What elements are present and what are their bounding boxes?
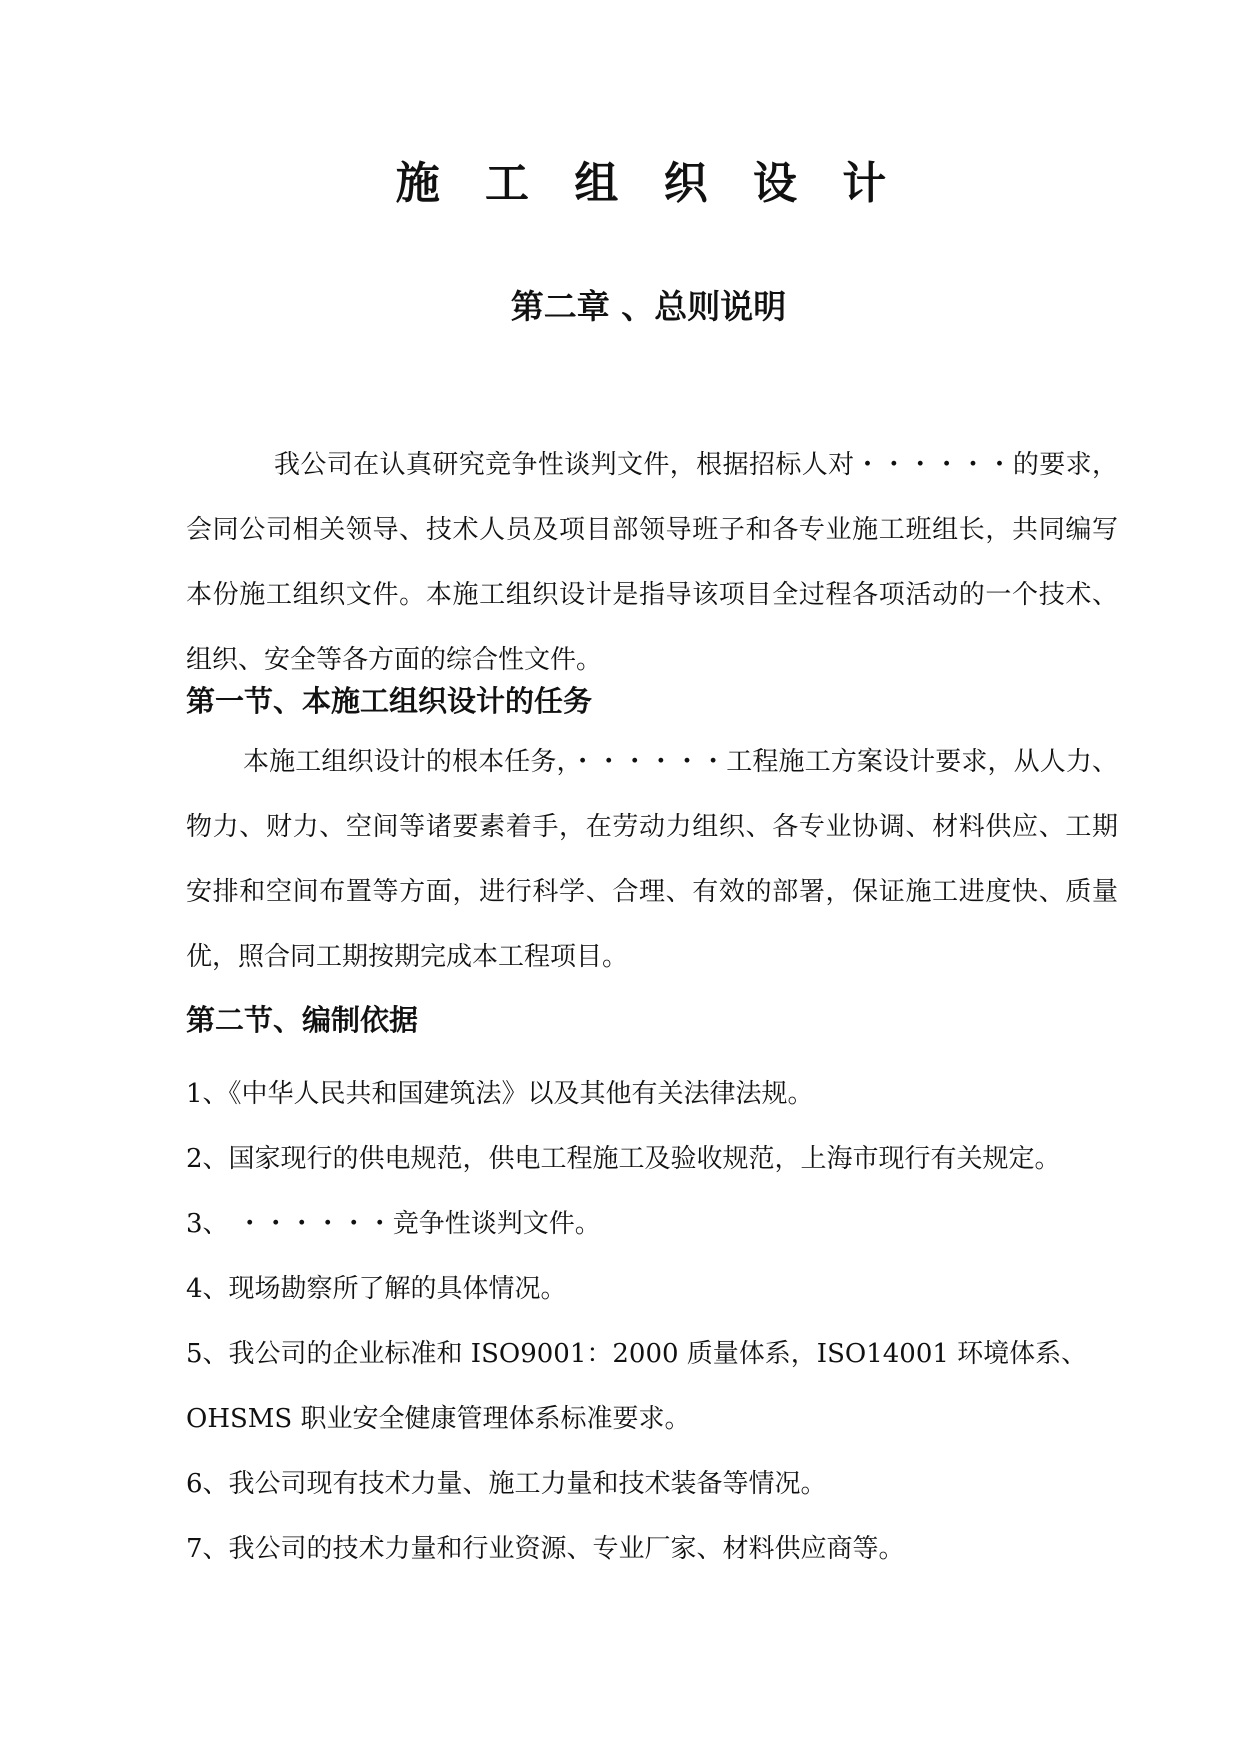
basis-item: 2、国家现行的供电规范，供电工程施工及验收规范，上海市现行有关规定。 — [186, 1144, 1061, 1174]
basis-item: 5、我公司的企业标准和 ISO9001：2000 质量体系，ISO14001 环境体系、 — [186, 1339, 1088, 1369]
basis-item: OHSMS 职业安全健康管理体系标准要求。 — [186, 1404, 691, 1434]
basis-item: 4、现场勘察所了解的具体情况。 — [186, 1274, 567, 1304]
tasks-paragraph: 本施工组织设计的根本任务，・・・・・・工程施工方案设计要求，从人力、物力、财力、空间等诸要素着手，在劳动力组织、各专业协调、材料供应、工期安排和空间布置等方面，进行科学、合理、有效的部署，保证施工进度快、质量优，照合同工期按期完成本工程项目。 — [186, 747, 1118, 972]
basis-item: 3、 ・・・・・・竞争性谈判文件。 — [186, 1209, 601, 1239]
basis-item: 1、《中华人民共和国建筑法》以及其他有关法律法规。 — [186, 1079, 814, 1109]
basis-item: 7、我公司的技术力量和行业资源、专业厂家、材料供应商等。 — [186, 1534, 905, 1564]
section-heading-basis: 第二节、编制依据 — [186, 1003, 419, 1037]
basis-item: 6、我公司现有技术力量、施工力量和技术装备等情况。 — [186, 1469, 827, 1499]
basis-list — [186, 1062, 1121, 1582]
intro-paragraph: 我公司在认真研究竞争性谈判文件，根据招标人对・・・・・・的要求，会同公司相关领导、技术人员及项目部领导班子和各专业施工班组长，共同编写本份施工组织文件。本施工组织设计是指导该项目全过程各项活动的一个技术、组织、安全等各方面的综合性文件。 — [186, 450, 1118, 675]
chapter-title: 第二章 、总则说明 — [510, 287, 787, 326]
section-heading-tasks: 第一节、本施工组织设计的任务 — [186, 684, 593, 718]
document-title: 施 工 组 织 设 计 — [395, 158, 902, 209]
